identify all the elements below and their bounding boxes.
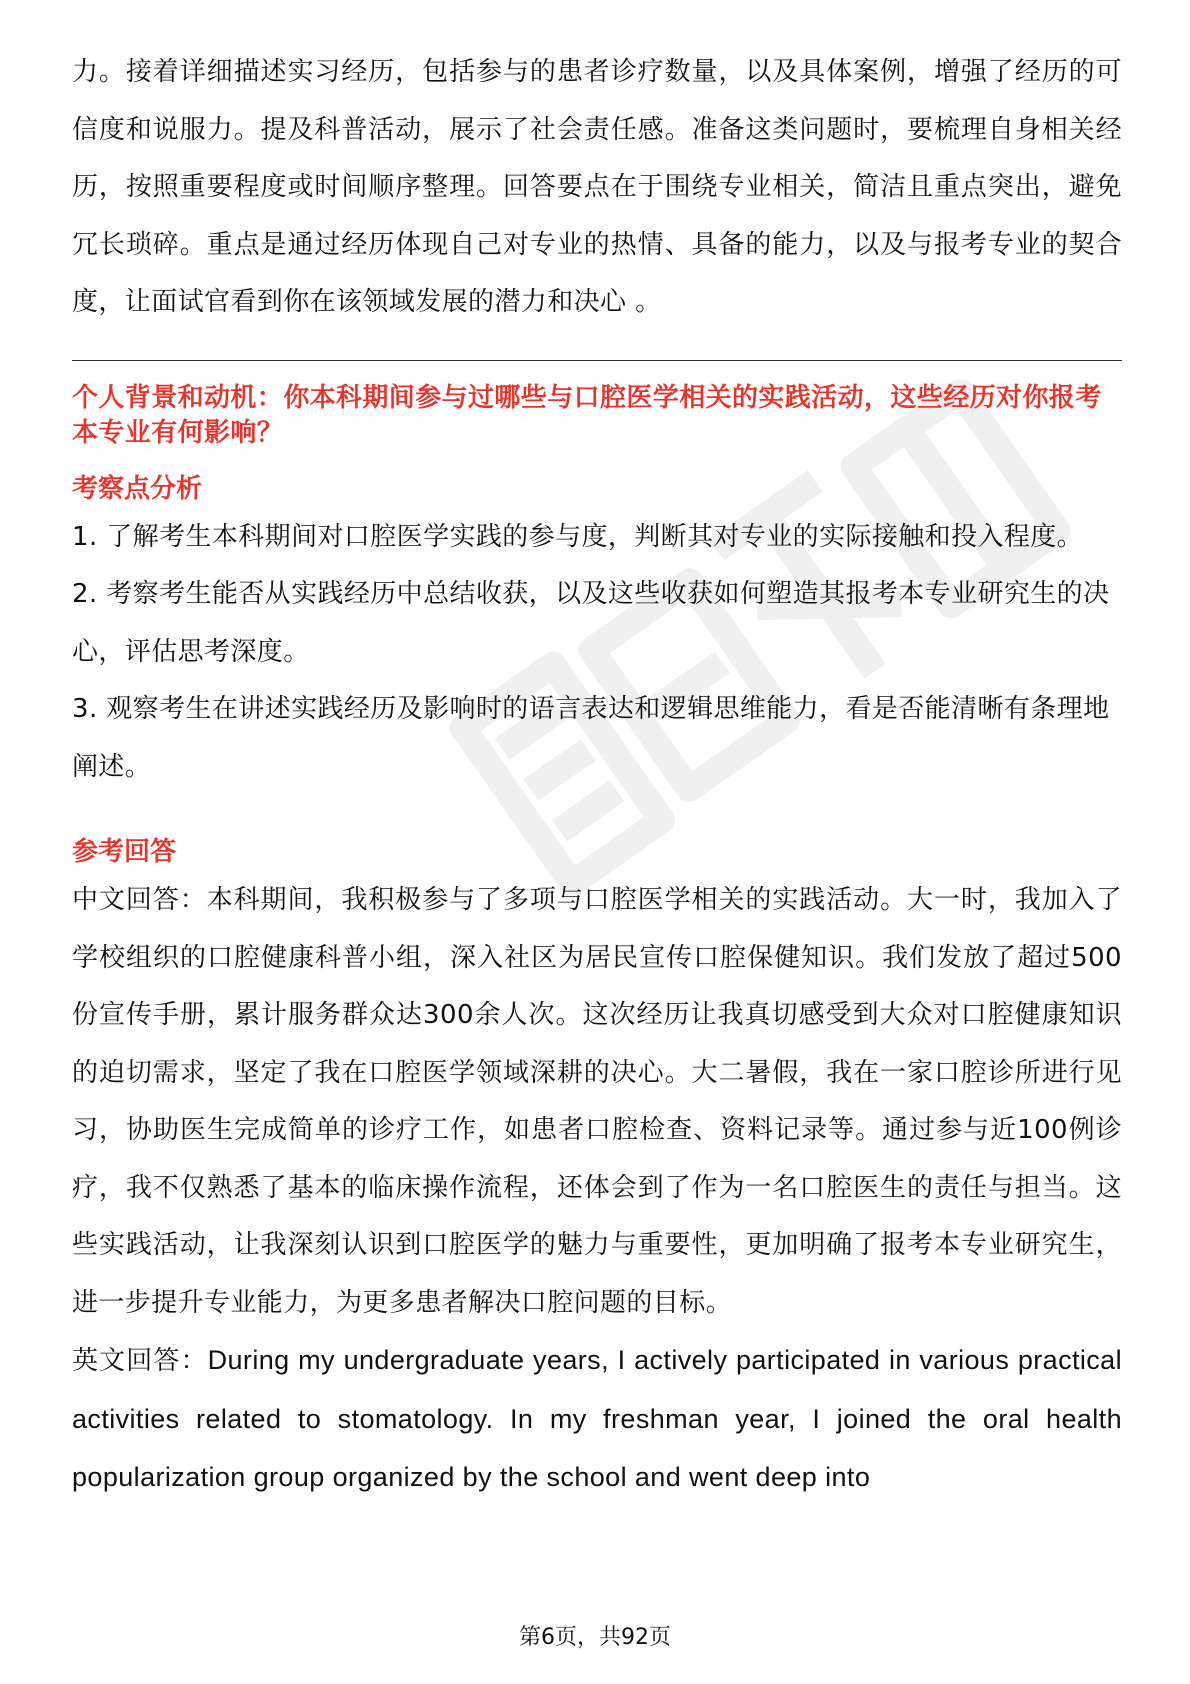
english-answer-label: 英文回答： xyxy=(72,1346,208,1376)
analysis-item: 1. 了解考生本科期间对口腔医学实践的参与度，判断其对专业的实际接触和投入程度。 xyxy=(72,521,1084,552)
document-page xyxy=(72,44,1122,1508)
page-number-footer: 第6页，共92页 xyxy=(519,1625,671,1650)
chinese-answer-label: 中文回答： xyxy=(72,885,207,915)
analysis-item: 3. 观察考生在讲述实践经历及影响时的语言表达和逻辑思维能力，看是否能清晰有条理地阐述。 xyxy=(72,694,1110,782)
english-answer-text: During my undergraduate years, I actively participated in various practical activities related to stomatology. In my freshman year, I joined the oral health popularization group organized by the school and went deep into xyxy=(72,1345,1122,1492)
reference-answer-title: 参考回答 xyxy=(72,837,177,867)
analysis-item: 2. 考察考生能否从实践经历中总结收获，以及这些收获如何塑造其报考本专业研究生的决心，评估思考深度。 xyxy=(72,579,1110,667)
intro-paragraph: 力。接着详细描述实习经历，包括参与的患者诊疗数量，以及具体案例，增强了经历的可信度和说服力。提及科普活动，展示了社会责任感。准备这类问题时，要梳理自身相关经历，按照重要程度或时间顺序整理。回答要点在于围绕专业相关，简洁且重点突出，避免冗长琐碎。重点是通过经历体现自己对专业的热情、具备的能力，以及与报考专业的契合度，让面试官看到你在该领域发展的潜力和决心 。 xyxy=(72,57,1122,317)
analysis-title: 考察点分析 xyxy=(72,473,203,504)
question-heading: 个人背景和动机：你本科期间参与过哪些与口腔医学相关的实践活动，这些经历对你报考本专业有何影响？ xyxy=(72,382,1102,448)
chinese-answer xyxy=(72,872,1122,1332)
section-divider xyxy=(72,360,1122,361)
english-answer xyxy=(72,1332,1122,1508)
chinese-answer-text: 本科期间，我积极参与了多项与口腔医学相关的实践活动。大一时，我加入了学校组织的口腔健康科普小组，深入社区为居民宣传口腔保健知识。我们发放了超过500份宣传手册，累计服务群众达300余人次。这次经历让我真切感受到大众对口腔健康知识的迫切需求，坚定了我在口腔医学领域深耕的决心。大二暑假，我在一家口腔诊所进行见习，协助医生完成简单的诊疗工作，如患者口腔检查、资料记录等。通过参与近100例诊疗，我不仅熟悉了基本的临床操作流程，还体会到了作为一名口腔医生的责任与担当。这些实践活动，让我深刻认识到口腔医学的魅力与重要性，更加明确了报考本专业研究生，进一步提升专业能力，为更多患者解决口腔问题的目标。 xyxy=(72,885,1122,1318)
